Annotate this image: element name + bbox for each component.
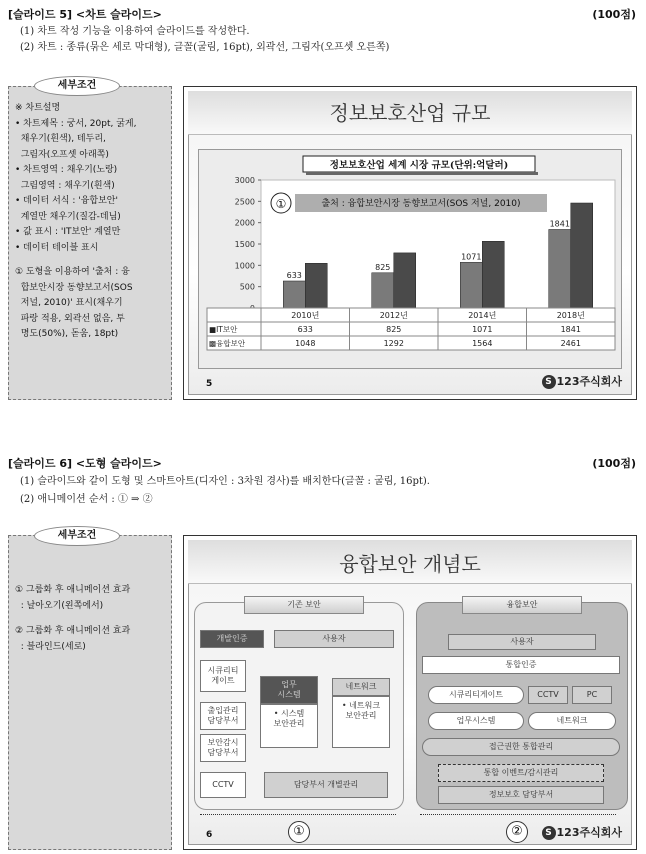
y-tick-label: 1000 — [234, 261, 255, 271]
dev-auth-box: 개발인증 — [200, 630, 264, 648]
condition-line: 명도(50%), 돋움, 18pt) — [15, 329, 119, 339]
condition-line: : 블라인드(세로) — [15, 642, 86, 652]
condition-line: : 날아오기(왼쪽에서) — [15, 601, 104, 611]
condition-line: ※ 차트설명 — [15, 103, 61, 113]
data-table-value: 1292 — [383, 339, 404, 348]
bar-융합보안 — [571, 203, 593, 308]
surveillance-dept-box: 보안감시 담당부서 — [200, 734, 246, 762]
condition-line: 그림자(오프셋 아래쪽) — [15, 149, 109, 160]
section5-score: (100점) — [592, 8, 636, 21]
data-table-value: 1048 — [295, 339, 316, 348]
group1-brace — [200, 814, 396, 820]
condition-line: 저널, 2010)' 표시(채우기 — [15, 298, 123, 308]
bar-IT보안 — [460, 262, 482, 308]
chart-title-shadow — [306, 172, 538, 175]
data-table-value: 1071 — [472, 325, 493, 334]
bar-IT보안 — [549, 229, 571, 308]
condition-line: • 값 표시 : 'IT보안' 계열만 — [15, 227, 121, 237]
condition-line: • 차트제목 : 궁서, 20pt, 굵게, — [15, 118, 137, 129]
y-tick-label: 500 — [239, 282, 255, 292]
bar-융합보안 — [305, 263, 327, 308]
logo-icon: S — [542, 375, 556, 389]
condition-line — [15, 614, 167, 623]
slide5-logo — [542, 373, 622, 389]
y-tick-label: 1500 — [234, 240, 255, 249]
condition-line: 합보안시장 동향보고서(SOS — [15, 282, 133, 293]
legacy-security-banner: 기존 보안 — [244, 596, 364, 614]
legacy-user-box: 사용자 — [274, 630, 394, 648]
bar-IT보안 — [283, 281, 305, 308]
category-label: 2018년 — [556, 311, 585, 320]
network-security-box: • 네트워크 보안관리 — [332, 696, 390, 748]
logo-text: 123주식회사 — [556, 375, 622, 388]
group1-number: ① — [288, 821, 310, 843]
y-tick-label: 2000 — [234, 218, 255, 228]
integrated-event-box: 통합 이벤트/감시관리 — [438, 764, 604, 782]
section6-instruction-2: (2) 애니메이션 순서 : ① ⇒ ② — [20, 494, 153, 505]
section5-instruction-1: (1) 차트 작성 기능을 이용하여 슬라이드를 작성한다. — [20, 26, 250, 37]
bar-value-label: 633 — [286, 270, 302, 280]
bar-융합보안 — [482, 241, 504, 308]
legacy-security-gate-box: 시큐리티 게이트 — [200, 660, 246, 692]
security-dept-box: 정보보호 담당부서 — [438, 786, 604, 804]
condition-line: 그림영역 : 채우기(흰색) — [15, 180, 115, 191]
chart-title: 정보보호산업 세계 시장 규모(단위:억달러) — [329, 160, 509, 171]
group2-brace — [420, 814, 616, 820]
section6-conditions-badge: 세부조건 — [34, 526, 120, 546]
chart-svg — [199, 150, 623, 370]
converged-user-box: 사용자 — [448, 634, 596, 650]
bar-value-label: 1071 — [461, 252, 482, 262]
data-table-value: 2461 — [560, 339, 581, 348]
dept-individual-mgmt-box: 담당부서 개별관리 — [264, 772, 388, 798]
slide6-logo — [542, 824, 622, 840]
logo-icon: S — [542, 826, 556, 840]
slide5 — [183, 86, 637, 400]
category-label: 2012년 — [379, 311, 408, 320]
condition-line: ① 그룹화 후 애니메이션 효과 — [15, 585, 131, 595]
section5-conditions-badge: 세부조건 — [34, 76, 120, 96]
data-table-value: 1841 — [560, 325, 581, 334]
section5-instruction-2: (2) 차트 : 종류(묶은 세로 막대형), 글꼴(굴림, 16pt), 외곽선, 그림자(오프셋 오른쪽) — [20, 42, 390, 53]
converged-network-box: 네트워크 — [528, 712, 616, 730]
chart-area — [198, 149, 622, 369]
data-table — [207, 308, 615, 350]
bar-value-label: 825 — [375, 262, 391, 272]
converged-security-gate-box: 시큐리티게이트 — [428, 686, 524, 704]
annotation-number: ① — [275, 197, 287, 211]
slide5-title: 정보보호산업 규모 — [329, 101, 491, 125]
condition-line: 계열만 채우기(질감-데님) — [15, 211, 121, 222]
access-mgmt-dept-box: 출입관리 담당부서 — [200, 702, 246, 730]
legend-entry: ▩융합보안 — [209, 339, 246, 348]
y-tick-label: 2500 — [234, 197, 255, 207]
section6-instruction-1: (1) 슬라이드와 같이 도형 및 스마트아트(디자인 : 3차원 경사)를 배치한다(글꼴 : 굴림, 16pt). — [20, 476, 430, 487]
legacy-network-box: 네트워크 — [332, 678, 390, 696]
data-table-value: 825 — [386, 325, 402, 334]
logo-text: 123주식회사 — [556, 826, 622, 839]
system-security-box: • 시스템 보안관리 — [260, 704, 318, 748]
bar-IT보안 — [372, 273, 394, 308]
converged-pc-box: PC — [572, 686, 612, 704]
data-table-value: 633 — [297, 325, 313, 334]
bar-융합보안 — [394, 253, 416, 308]
integrated-auth-box: 통합인증 — [422, 656, 620, 674]
bar-value-label: 1841 — [549, 219, 570, 229]
data-table-value: 1564 — [472, 339, 493, 348]
category-label: 2010년 — [291, 311, 320, 320]
converged-security-banner: 융합보안 — [462, 596, 582, 614]
slide6-page-number: 6 — [206, 830, 213, 840]
slide5-page-number: 5 — [206, 379, 213, 389]
condition-line — [15, 256, 167, 265]
condition-line: • 데이터 서식 : '융합보안' — [15, 196, 118, 206]
section5-conditions-box — [8, 86, 172, 400]
slide6-title: 융합보안 개념도 — [339, 552, 481, 576]
y-tick-label: 3000 — [234, 176, 255, 185]
condition-line: • 차트영역 : 채우기(노랑) — [15, 165, 118, 175]
category-label: 2014년 — [468, 311, 497, 320]
condition-line: 파랑 적용, 외곽선 없음, 투 — [15, 313, 125, 324]
section6-score: (100점) — [592, 457, 636, 470]
section6-conditions-list — [15, 582, 167, 655]
condition-line: ① 도형을 이용하여 '출처 : 융 — [15, 267, 130, 277]
slide6 — [183, 535, 637, 850]
section5-conditions-list — [15, 101, 167, 343]
condition-line: • 데이터 테이블 표시 — [15, 242, 99, 253]
converged-task-system-box: 업무시스템 — [428, 712, 524, 730]
annotation-text: 출처 : 융합보안시장 동향보고서(SOS 저널, 2010) — [321, 199, 521, 209]
condition-line: 채우기(흰색), 테두리, — [15, 134, 106, 144]
group2-number: ② — [506, 821, 528, 843]
section6-title: [슬라이드 6] <도형 슬라이드> — [8, 457, 162, 470]
legacy-cctv-box: CCTV — [200, 772, 246, 798]
converged-cctv-box: CCTV — [528, 686, 568, 704]
condition-line: ② 그룹화 후 애니메이션 효과 — [15, 626, 131, 636]
legacy-task-system-box: 업무 시스템 — [260, 676, 318, 704]
legend-entry: ■IT보안 — [209, 325, 238, 334]
access-control-box: 접근권한 통합관리 — [422, 738, 620, 756]
section5-title: [슬라이드 5] <차트 슬라이드> — [8, 8, 162, 21]
section6-conditions-box — [8, 535, 172, 850]
